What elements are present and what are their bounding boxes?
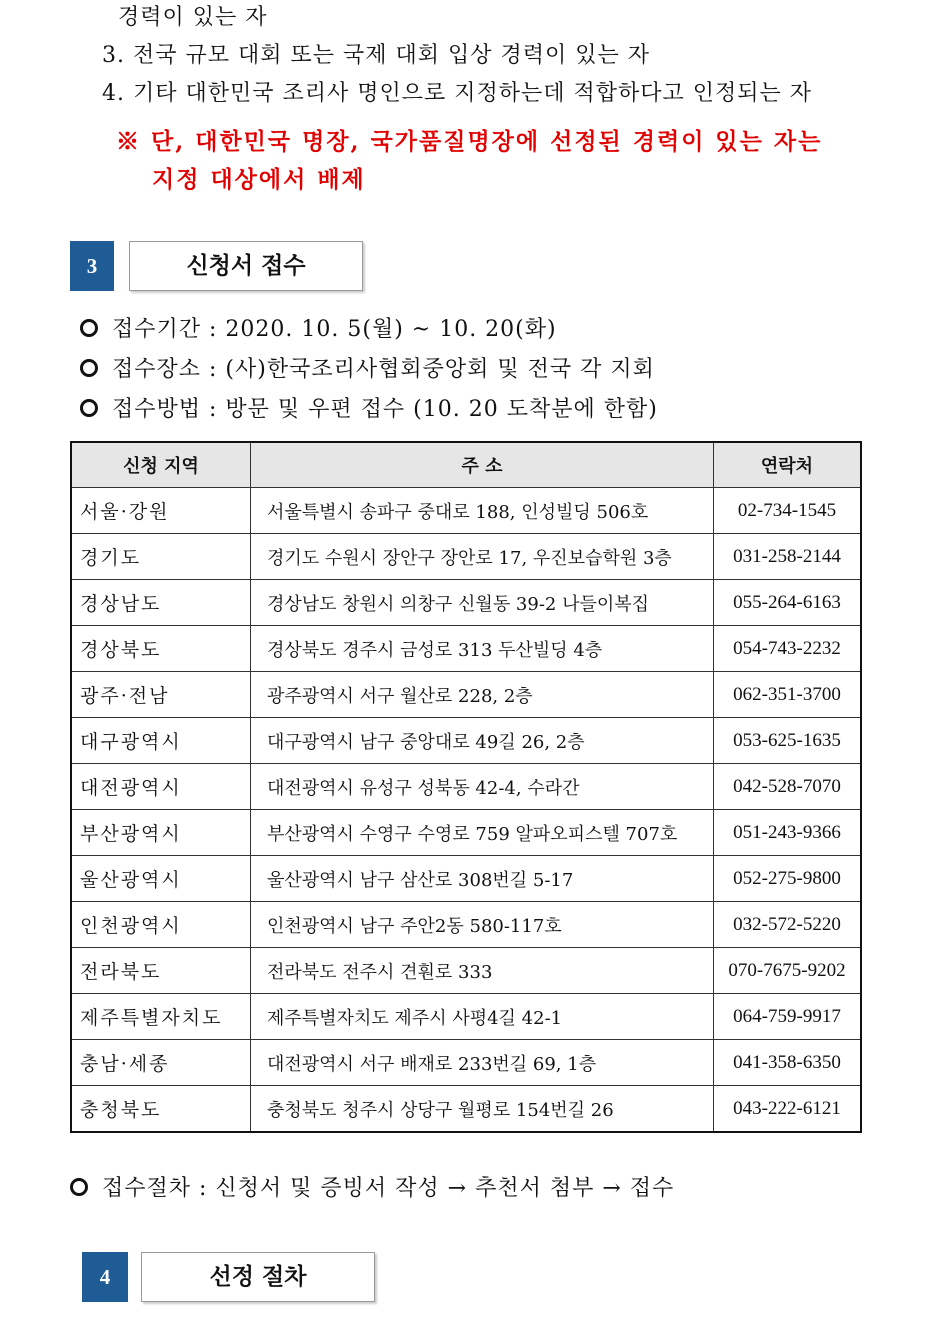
contact-cell: 052-275-9800	[714, 856, 862, 902]
circle-bullet-icon	[80, 319, 98, 337]
circle-bullet-icon	[80, 359, 98, 377]
contact-cell: 055-264-6163	[714, 580, 862, 626]
table-row	[71, 1040, 861, 1086]
header-address: 주 소	[251, 442, 714, 488]
table-row	[71, 856, 861, 902]
contact-cell: 043-222-6121	[714, 1086, 862, 1133]
region-cell: 대전광역시	[71, 764, 251, 810]
region-cell: 광주·전남	[71, 672, 251, 718]
region-cell: 경기도	[71, 534, 251, 580]
period-text: 접수기간 : 2020. 10. 5(월) ~ 10. 20(화)	[112, 317, 557, 342]
contact-cell: 064-759-9917	[714, 994, 862, 1040]
contact-cell: 053-625-1635	[714, 718, 862, 764]
address-cell: 부산광역시 수영구 수영로 759 알파오피스텔 707호	[251, 810, 714, 856]
table-row	[71, 488, 861, 534]
table-header-row	[71, 442, 861, 488]
address-cell: 대구광역시 남구 중앙대로 49길 26, 2층	[251, 718, 714, 764]
table-row	[71, 534, 861, 580]
address-cell: 경기도 수원시 장안구 장안로 17, 우진보습학원 3층	[251, 534, 714, 580]
region-cell: 경상남도	[71, 580, 251, 626]
address-cell: 인천광역시 남구 주안2동 580-117호	[251, 902, 714, 948]
header-contact: 연락처	[714, 442, 862, 488]
address-cell: 서울특별시 송파구 중대로 188, 인성빌딩 506호	[251, 488, 714, 534]
section-4-number: 4	[82, 1252, 128, 1302]
procedure-text: 접수절차 : 신청서 및 증빙서 작성 → 추천서 첨부 → 접수	[102, 1176, 675, 1201]
contact-cell: 02-734-1545	[714, 488, 862, 534]
contact-cell: 031-258-2144	[714, 534, 862, 580]
bullet-place	[80, 352, 655, 383]
address-cell: 전라북도 전주시 견훤로 333	[251, 948, 714, 994]
contact-cell: 051-243-9366	[714, 810, 862, 856]
region-cell: 충남·세종	[71, 1040, 251, 1086]
intro-line-1: 경력이 있는 자	[118, 5, 268, 30]
region-cell: 서울·강원	[71, 488, 251, 534]
address-cell: 대전광역시 서구 배재로 233번길 69, 1층	[251, 1040, 714, 1086]
bullet-period	[80, 312, 557, 343]
section-4-title: 선정 절차	[141, 1252, 375, 1302]
table-row	[71, 994, 861, 1040]
intro-line-3: 4. 기타 대한민국 조리사 명인으로 지정하는데 적합하다고 인정되는 자	[102, 81, 812, 106]
table-row	[71, 718, 861, 764]
table-row	[71, 902, 861, 948]
method-text: 접수방법 : 방문 및 우편 접수 (10. 20 도착분에 한함)	[112, 397, 658, 422]
table-row	[71, 948, 861, 994]
region-cell: 인천광역시	[71, 902, 251, 948]
table-row	[71, 580, 861, 626]
region-cell: 대구광역시	[71, 718, 251, 764]
address-cell: 대전광역시 유성구 성북동 42-4, 수라간	[251, 764, 714, 810]
circle-bullet-icon	[80, 399, 98, 417]
table-row	[71, 764, 861, 810]
region-cell: 경상북도	[71, 626, 251, 672]
region-cell: 제주특별자치도	[71, 994, 251, 1040]
address-cell: 경상북도 경주시 금성로 313 두산빌딩 4층	[251, 626, 714, 672]
region-cell: 울산광역시	[71, 856, 251, 902]
bullet-procedure	[70, 1171, 674, 1202]
region-cell: 전라북도	[71, 948, 251, 994]
header-region: 신청 지역	[71, 442, 251, 488]
circle-bullet-icon	[70, 1178, 88, 1196]
contact-cell: 041-358-6350	[714, 1040, 862, 1086]
contact-cell: 054-743-2232	[714, 626, 862, 672]
contact-cell: 070-7675-9202	[714, 948, 862, 994]
section-3-number: 3	[70, 241, 114, 291]
address-cell: 광주광역시 서구 월산로 228, 2층	[251, 672, 714, 718]
intro-line-2: 3. 전국 규모 대회 또는 국제 대회 입상 경력이 있는 자	[102, 43, 650, 68]
bullet-method	[80, 392, 658, 423]
exclusion-note-line-1: ※ 단, 대한민국 명장, 국가품질명장에 선정된 경력이 있는 자는	[116, 128, 823, 155]
address-cell: 경상남도 창원시 의창구 신월동 39-2 나들이복집	[251, 580, 714, 626]
contact-cell: 042-528-7070	[714, 764, 862, 810]
place-text: 접수장소 : (사)한국조리사협회중앙회 및 전국 각 지회	[112, 357, 655, 382]
section-3-title: 신청서 접수	[129, 241, 363, 291]
table-row	[71, 810, 861, 856]
contact-cell: 062-351-3700	[714, 672, 862, 718]
table-row	[71, 626, 861, 672]
table-row	[71, 672, 861, 718]
address-cell: 제주특별자치도 제주시 사평4길 42-1	[251, 994, 714, 1040]
contact-cell: 032-572-5220	[714, 902, 862, 948]
address-cell: 충청북도 청주시 상당구 월평로 154번길 26	[251, 1086, 714, 1133]
region-cell: 충청북도	[71, 1086, 251, 1133]
region-cell: 부산광역시	[71, 810, 251, 856]
exclusion-note-line-2: 지정 대상에서 배제	[152, 166, 366, 193]
table-row	[71, 1086, 861, 1133]
regional-office-table	[70, 441, 862, 1133]
address-cell: 울산광역시 남구 삼산로 308번길 5-17	[251, 856, 714, 902]
